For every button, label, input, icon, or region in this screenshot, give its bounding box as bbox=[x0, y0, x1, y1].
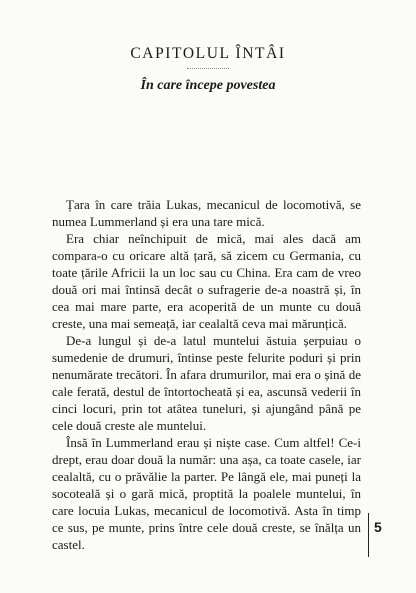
folio-rule bbox=[368, 513, 369, 557]
page-number: 5 bbox=[374, 519, 382, 535]
body-text bbox=[52, 196, 361, 553]
chapter-subtitle: În care începe povestea bbox=[140, 78, 276, 93]
paragraph: De-a lungul și de-a latul muntelui ăstuia șerpuiau o sumedenie de drumuri, întinse peste felurite poduri și prin nenumărate trecători. În afara drumurilor, mai era o șină de cale ferată, destul de întortocheată și ea, ascunsă vederii în cinci locuri, prin tot atâtea tuneluri, și ajungând până pe cele două creste ale muntelui. bbox=[52, 333, 361, 433]
paragraph: Țara în care trăia Lukas, mecanicul de locomotivă, se numea Lummerland și era una tare mică. bbox=[52, 197, 361, 229]
paragraph: Însă în Lummerland erau și niște case. Cum altfel! Ce-i drept, erau doar două la număr: una așa, ca toate casele, iar cealaltă, cu o prăvălie la parter. Pe lângă ele, mai puneți la socoteală și o gară mică, proptită la poalele muntelui, în care locuia Lukas, mecanicul de locomotivă. Asta în timp ce sus, pe munte, prins între cele două creste, se înălța un castel. bbox=[52, 435, 361, 552]
chapter-title: CAPITOLUL ÎNTÂI bbox=[130, 45, 286, 62]
paragraph: Era chiar neînchipuit de mică, mai ales dacă am compara-o cu oricare altă țară, să zicem cu Germania, cu toate țările Africii la un loc sau cu China. Era cam de vreo două ori mai întinsă decât o sufragerie de-a noastră și, în cea mai mare parte, era acoperită de un munte cu două creste, una mai semeață, iar cealaltă ceva mai mărunțică. bbox=[52, 231, 361, 331]
title-ornament bbox=[187, 68, 229, 71]
